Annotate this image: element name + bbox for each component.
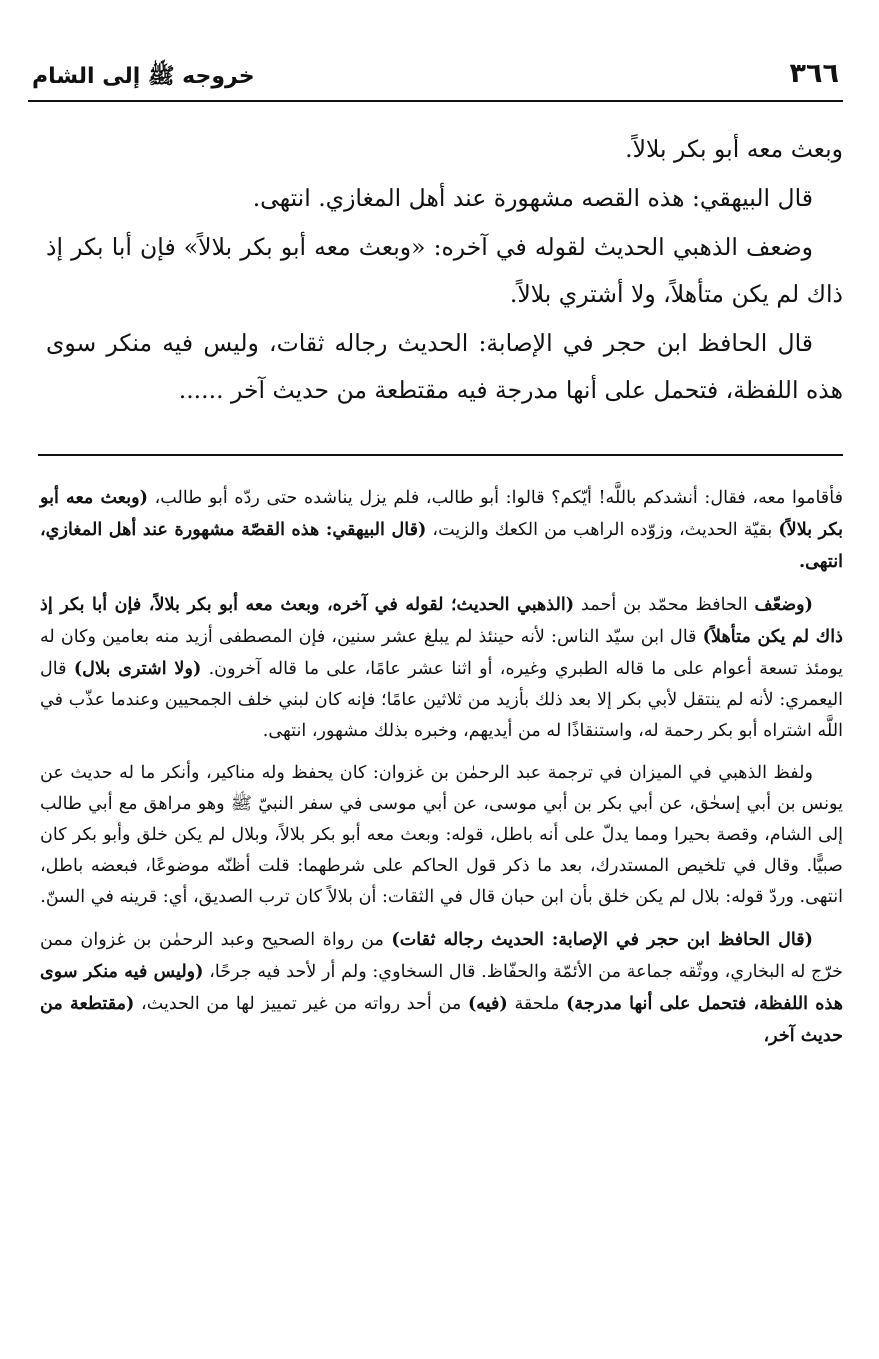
main-paragraph-3: وضعف الذهبي الحديث لقوله في آخره: «وبعث معه أبو بكر بلالاً» فإن أبا بكر إذ ذاك لم يكن متأهلاً، ولا أشتري بلالاً.	[46, 233, 843, 308]
running-title: خروجه ﷺ إلى الشام	[32, 64, 255, 89]
commentary-text: بقيّة الحديث، وزوّده الراهب من الكعك والزيت،	[426, 520, 779, 541]
page-number: ٣٦٦	[789, 58, 839, 89]
main-paragraph-2: قال البيهقي: هذه القصه مشهورة عند أهل المغازي. انتهى.	[252, 184, 813, 212]
commentary-paragraph-2	[40, 589, 843, 748]
commentary-paragraph-4	[40, 924, 843, 1053]
commentary-quote: (قال البيهقي: هذه القصّة مشهورة عند أهل المغازي، انتهى.	[40, 519, 843, 573]
commentary-quote: (الذهبي الحديث؛ لقوله في آخره، وبعث معه أبو بكر بلالاً، فإن أبا بكر إذ ذاك لم يكن متأهلاً)	[40, 593, 843, 647]
commentary-text: من أحد رواته من غير تمييز لها من الحديث،	[134, 994, 468, 1015]
page-header	[28, 54, 843, 102]
commentary-text: ملحقة	[507, 994, 567, 1015]
commentary-text: قال اليعمري: لأنه لم ينتقل لأبي بكر إلا بعد ذلك بأزيد من ثلاثين عامًا؛ فإنه كان لبني خلف الجمحيين وعندما عذّب في اللَّه اشتراه أبو بكر رحمة له، واستنقاذًا له من أيديهم، وخبره بذلك مشهور، انتهى.	[40, 659, 843, 742]
commentary-text: فأقاموا معه، فقال: أنشدكم باللَّه! أيّكم؟ قالوا: أبو طالب، فلم يزل يناشده حتى ردّه أبو طالب،	[147, 488, 843, 508]
footnote-separator	[38, 454, 843, 456]
commentary-quote: (فيه)	[467, 993, 508, 1015]
commentary-quote: (مقتطعة من حديث آخر،	[40, 993, 843, 1047]
commentary-quote: (ولا اشترى بلال)	[73, 658, 202, 680]
commentary-quote: (وضعّف	[754, 593, 814, 615]
main-paragraph-1: وبعث معه أبو بكر بلالاً.	[625, 135, 843, 163]
commentary-text: من رواة الصحيح وعبد الرحمٰن بن غزوان ممن خرّج له البخاري، ووثّقه جماعة من الأئمّة والحفّاظ. قال السخاوي: ولم أر لأحد فيه جرحًا،	[40, 929, 843, 982]
commentary	[40, 482, 843, 1062]
commentary-quote: (قال الحافظ ابن حجر في الإصابة: الحديث رجاله ثقات)	[391, 928, 814, 950]
commentary-text: الحافظ محمّد بن أحمد	[574, 594, 755, 615]
main-text	[46, 126, 843, 416]
commentary-quote: (وبعث معه أبو بكر بلالاً)	[40, 487, 844, 541]
commentary-text: قال ابن سيّد الناس: لأنه حينئذ لم يبلغ عشر سنين، فإن المصطفى أزيد منه بعامين وكان له يومئذ تسعة أعوام على ما قاله الطبري وغيره، أو اثنا عشر عامًا، على ما قاله آخرون.	[40, 626, 844, 680]
commentary-text: ولفظ الذهبي في الميزان في ترجمة عبد الرحمٰن بن غزوان: كان يحفظ وله مناكير، وأنكر ما له حديث عن يونس بن أبي إسحٰق، عن أبي بكر بن أبي موسى، عن أبي موسى في سفر النبيّ ﷺ وهو مراهق مع أبي طالب إلى الشام، وقصة بحيرا ومما يدلّ على أنه باطل، قوله: وبعث معه أبو بكر بلالاً، وبلال لم يكن خلق وأبو بكر كان صبيًّا. وقال في تلخيص المستدرك، بعد ما ذكر قول الحاكم على شرطهما: قلت أظنّه موضوعًا، فبعضه باطل، انتهى. وردّ قوله: بلال لم يكن خلق بأن ابن حبان قال في الثقات: أن بلالاً كان ترب الصديق، أي: قرينه في السنّ.	[40, 762, 843, 908]
commentary-paragraph-3	[40, 758, 843, 914]
commentary-paragraph-1	[40, 482, 843, 579]
main-paragraph-4: قال الحافظ ابن حجر في الإصابة: الحديث رجاله ثقات، وليس فيه منكر سوى هذه اللفظة، فتحمل على أنها مدرجة فيه مقتطعة من حديث آخر ......	[46, 329, 843, 404]
commentary-quote: (وليس فيه منكر سوى هذه اللفظة، فتحمل على أنها مدرجة)	[40, 960, 843, 1015]
